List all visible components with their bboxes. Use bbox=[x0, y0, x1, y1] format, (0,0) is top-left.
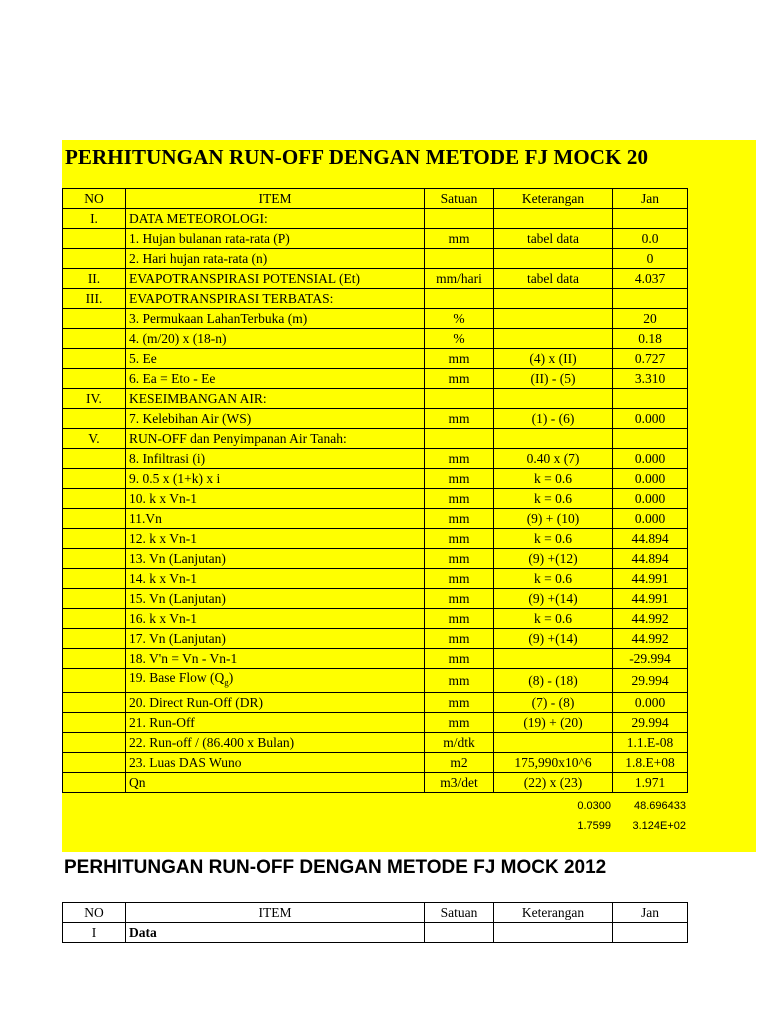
table-row bbox=[63, 229, 688, 249]
row-satuan: mm bbox=[425, 669, 494, 693]
table-row bbox=[63, 732, 688, 752]
row-no bbox=[63, 529, 126, 549]
row-item: 11.Vn bbox=[126, 509, 425, 529]
row-jan: 0 bbox=[613, 249, 688, 269]
table-row bbox=[63, 489, 688, 509]
row-satuan bbox=[425, 289, 494, 309]
row-no bbox=[63, 752, 126, 772]
row-no bbox=[63, 669, 126, 693]
table-row bbox=[63, 289, 688, 309]
row-item: DATA METEOROLOGI: bbox=[126, 209, 425, 229]
row-jan: 4.037 bbox=[613, 269, 688, 289]
table-header-row bbox=[63, 189, 688, 209]
row-no bbox=[63, 589, 126, 609]
row-jan: 1.1.E-08 bbox=[613, 732, 688, 752]
row-satuan: mm bbox=[425, 229, 494, 249]
table-row bbox=[63, 409, 688, 429]
table-row bbox=[63, 772, 688, 792]
row-keterangan: k = 0.6 bbox=[494, 469, 613, 489]
row-item: 12. k x Vn-1 bbox=[126, 529, 425, 549]
row-jan: 0.000 bbox=[613, 692, 688, 712]
table-row bbox=[63, 249, 688, 269]
row-no bbox=[63, 772, 126, 792]
row-satuan: mm bbox=[425, 589, 494, 609]
row-item: 9. 0.5 x (1+k) x i bbox=[126, 469, 425, 489]
row-keterangan: 0.40 x (7) bbox=[494, 449, 613, 469]
row-jan bbox=[613, 923, 688, 943]
row-item: 4. (m/20) x (18-n) bbox=[126, 329, 425, 349]
row-keterangan: (9) +(14) bbox=[494, 589, 613, 609]
row-satuan: mm bbox=[425, 549, 494, 569]
row-jan: 44.894 bbox=[613, 549, 688, 569]
row-no: II. bbox=[63, 269, 126, 289]
row-no bbox=[63, 509, 126, 529]
row-no bbox=[63, 329, 126, 349]
row-jan: 44.991 bbox=[613, 589, 688, 609]
row-jan: 44.992 bbox=[613, 609, 688, 629]
row-jan bbox=[613, 389, 688, 409]
row-keterangan bbox=[494, 249, 613, 269]
row-keterangan: (II) - (5) bbox=[494, 369, 613, 389]
row-jan bbox=[613, 209, 688, 229]
row-satuan: mm bbox=[425, 569, 494, 589]
header-no: NO bbox=[63, 189, 126, 209]
row-satuan: mm bbox=[425, 629, 494, 649]
row-keterangan: (19) + (20) bbox=[494, 712, 613, 732]
header-satuan: Satuan bbox=[425, 903, 494, 923]
extra-value-a-2: 1.7599 bbox=[577, 820, 611, 832]
table-row bbox=[63, 269, 688, 289]
row-item: EVAPOTRANSPIRASI TERBATAS: bbox=[126, 289, 425, 309]
row-satuan: mm bbox=[425, 649, 494, 669]
row-jan: 29.994 bbox=[613, 669, 688, 693]
header-jan: Jan bbox=[613, 903, 688, 923]
row-no bbox=[63, 629, 126, 649]
row-satuan: mm bbox=[425, 489, 494, 509]
row-satuan: m/dtk bbox=[425, 732, 494, 752]
table-row bbox=[63, 369, 688, 389]
row-no bbox=[63, 449, 126, 469]
row-keterangan bbox=[494, 289, 613, 309]
row-jan: 44.992 bbox=[613, 629, 688, 649]
row-item: KESEIMBANGAN AIR: bbox=[126, 389, 425, 409]
row-keterangan: k = 0.6 bbox=[494, 489, 613, 509]
row-item: 22. Run-off / (86.400 x Bulan) bbox=[126, 732, 425, 752]
row-jan: -29.994 bbox=[613, 649, 688, 669]
table-row bbox=[63, 609, 688, 629]
row-satuan: mm bbox=[425, 712, 494, 732]
row-item: RUN-OFF dan Penyimpanan Air Tanah: bbox=[126, 429, 425, 449]
row-item: 20. Direct Run-Off (DR) bbox=[126, 692, 425, 712]
row-jan: 20 bbox=[613, 309, 688, 329]
table-row bbox=[63, 669, 688, 693]
extra-value-a-1: 0.0300 bbox=[577, 800, 611, 812]
row-satuan: mm bbox=[425, 692, 494, 712]
row-keterangan: 175,990x10^6 bbox=[494, 752, 613, 772]
row-no bbox=[63, 309, 126, 329]
row-item: 15. Vn (Lanjutan) bbox=[126, 589, 425, 609]
table-header-row bbox=[63, 903, 688, 923]
row-jan bbox=[613, 429, 688, 449]
table-row bbox=[63, 209, 688, 229]
section2-title: PERHITUNGAN RUN-OFF DENGAN METODE FJ MOCK 2012 bbox=[64, 857, 607, 878]
row-satuan: mm bbox=[425, 609, 494, 629]
row-no bbox=[63, 549, 126, 569]
row-satuan: mm/hari bbox=[425, 269, 494, 289]
row-item: 10. k x Vn-1 bbox=[126, 489, 425, 509]
row-item: 21. Run-Off bbox=[126, 712, 425, 732]
table-row bbox=[63, 589, 688, 609]
row-item: Data bbox=[126, 923, 425, 943]
row-keterangan bbox=[494, 429, 613, 449]
row-keterangan bbox=[494, 329, 613, 349]
row-no: III. bbox=[63, 289, 126, 309]
row-keterangan bbox=[494, 209, 613, 229]
header-satuan: Satuan bbox=[425, 189, 494, 209]
table-row bbox=[63, 309, 688, 329]
row-jan: 0.000 bbox=[613, 409, 688, 429]
row-keterangan: (4) x (II) bbox=[494, 349, 613, 369]
row-keterangan: tabel data bbox=[494, 229, 613, 249]
row-keterangan: k = 0.6 bbox=[494, 569, 613, 589]
row-item: 5. Ee bbox=[126, 349, 425, 369]
row-no bbox=[63, 469, 126, 489]
row-item: 19. Base Flow $(Q_g)$ bbox=[126, 669, 425, 693]
row-item: 23. Luas DAS Wuno bbox=[126, 752, 425, 772]
extra-value-b-1: 48.696433 bbox=[634, 800, 686, 812]
row-jan: 0.000 bbox=[613, 489, 688, 509]
row-no: IV. bbox=[63, 389, 126, 409]
row-jan: 1.971 bbox=[613, 772, 688, 792]
row-jan: 29.994 bbox=[613, 712, 688, 732]
row-keterangan: k = 0.6 bbox=[494, 529, 613, 549]
table-row bbox=[63, 752, 688, 772]
row-item: 1. Hujan bulanan rata-rata (P) bbox=[126, 229, 425, 249]
row-keterangan bbox=[494, 649, 613, 669]
section1-title: PERHITUNGAN RUN-OFF DENGAN METODE FJ MOCK 20 bbox=[65, 145, 649, 169]
row-satuan: mm bbox=[425, 369, 494, 389]
row-jan: 44.894 bbox=[613, 529, 688, 549]
row-satuan: m2 bbox=[425, 752, 494, 772]
table-row bbox=[63, 629, 688, 649]
row-no bbox=[63, 712, 126, 732]
row-satuan: m3/det bbox=[425, 772, 494, 792]
row-jan bbox=[613, 289, 688, 309]
row-jan: 0.727 bbox=[613, 349, 688, 369]
row-keterangan bbox=[494, 923, 613, 943]
row-item: 7. Kelebihan Air (WS) bbox=[126, 409, 425, 429]
row-no: I. bbox=[63, 209, 126, 229]
row-no bbox=[63, 409, 126, 429]
table-row bbox=[63, 389, 688, 409]
header-no: NO bbox=[63, 903, 126, 923]
row-keterangan: tabel data bbox=[494, 269, 613, 289]
table-row bbox=[63, 549, 688, 569]
row-satuan bbox=[425, 429, 494, 449]
table-row bbox=[63, 923, 688, 943]
row-satuan: mm bbox=[425, 529, 494, 549]
row-satuan bbox=[425, 389, 494, 409]
header-jan: Jan bbox=[613, 189, 688, 209]
row-item: 17. Vn (Lanjutan) bbox=[126, 629, 425, 649]
row-satuan bbox=[425, 209, 494, 229]
row-no bbox=[63, 489, 126, 509]
row-satuan: mm bbox=[425, 469, 494, 489]
row-item: 6. Ea = Eto - Ee bbox=[126, 369, 425, 389]
table-row bbox=[63, 429, 688, 449]
row-item: 14. k x Vn-1 bbox=[126, 569, 425, 589]
row-keterangan: (22) x (23) bbox=[494, 772, 613, 792]
row-keterangan: (8) - (18) bbox=[494, 669, 613, 693]
row-no bbox=[63, 569, 126, 589]
row-keterangan: (7) - (8) bbox=[494, 692, 613, 712]
row-jan: 1.8.E+08 bbox=[613, 752, 688, 772]
row-satuan: % bbox=[425, 309, 494, 329]
row-jan: 0.000 bbox=[613, 509, 688, 529]
row-no bbox=[63, 349, 126, 369]
row-jan: 3.310 bbox=[613, 369, 688, 389]
row-jan: 0.000 bbox=[613, 449, 688, 469]
table-row bbox=[63, 509, 688, 529]
table-row bbox=[63, 449, 688, 469]
row-satuan: mm bbox=[425, 509, 494, 529]
row-no bbox=[63, 609, 126, 629]
row-jan: 0.000 bbox=[613, 469, 688, 489]
table-row bbox=[63, 529, 688, 549]
row-item: 8. Infiltrasi (i) bbox=[126, 449, 425, 469]
row-no: V. bbox=[63, 429, 126, 449]
row-item: Qn bbox=[126, 772, 425, 792]
runoff-table-2 bbox=[62, 902, 688, 943]
table-row bbox=[63, 692, 688, 712]
row-keterangan bbox=[494, 309, 613, 329]
row-jan: 0.18 bbox=[613, 329, 688, 349]
table-row bbox=[63, 712, 688, 732]
row-item: 13. Vn (Lanjutan) bbox=[126, 549, 425, 569]
row-item: EVAPOTRANSPIRASI POTENSIAL (Et) bbox=[126, 269, 425, 289]
runoff-table-1 bbox=[62, 188, 688, 793]
row-item: 18. V'n = Vn - Vn-1 bbox=[126, 649, 425, 669]
row-no: I bbox=[63, 923, 126, 943]
table-row bbox=[63, 329, 688, 349]
header-item: ITEM bbox=[126, 903, 425, 923]
header-keterangan: Keterangan bbox=[494, 903, 613, 923]
row-keterangan: (9) +(14) bbox=[494, 629, 613, 649]
row-satuan: mm bbox=[425, 449, 494, 469]
row-jan: 0.0 bbox=[613, 229, 688, 249]
row-no bbox=[63, 732, 126, 752]
row-satuan: % bbox=[425, 329, 494, 349]
row-no bbox=[63, 649, 126, 669]
row-item: 2. Hari hujan rata-rata (n) bbox=[126, 249, 425, 269]
row-satuan: mm bbox=[425, 349, 494, 369]
table-row bbox=[63, 349, 688, 369]
row-satuan bbox=[425, 923, 494, 943]
table-row bbox=[63, 649, 688, 669]
row-keterangan bbox=[494, 389, 613, 409]
row-no bbox=[63, 249, 126, 269]
row-keterangan: (1) - (6) bbox=[494, 409, 613, 429]
row-satuan: mm bbox=[425, 409, 494, 429]
row-no bbox=[63, 692, 126, 712]
row-keterangan: k = 0.6 bbox=[494, 609, 613, 629]
row-no bbox=[63, 229, 126, 249]
row-keterangan: (9) + (10) bbox=[494, 509, 613, 529]
table-row bbox=[63, 469, 688, 489]
row-satuan bbox=[425, 249, 494, 269]
table-row bbox=[63, 569, 688, 589]
header-item: ITEM bbox=[126, 189, 425, 209]
row-jan: 44.991 bbox=[613, 569, 688, 589]
row-keterangan bbox=[494, 732, 613, 752]
row-no bbox=[63, 369, 126, 389]
row-keterangan: (9) +(12) bbox=[494, 549, 613, 569]
row-item: 16. k x Vn-1 bbox=[126, 609, 425, 629]
row-item: 3. Permukaan LahanTerbuka (m) bbox=[126, 309, 425, 329]
header-keterangan: Keterangan bbox=[494, 189, 613, 209]
extra-value-b-2: 3.124E+02 bbox=[632, 820, 686, 832]
